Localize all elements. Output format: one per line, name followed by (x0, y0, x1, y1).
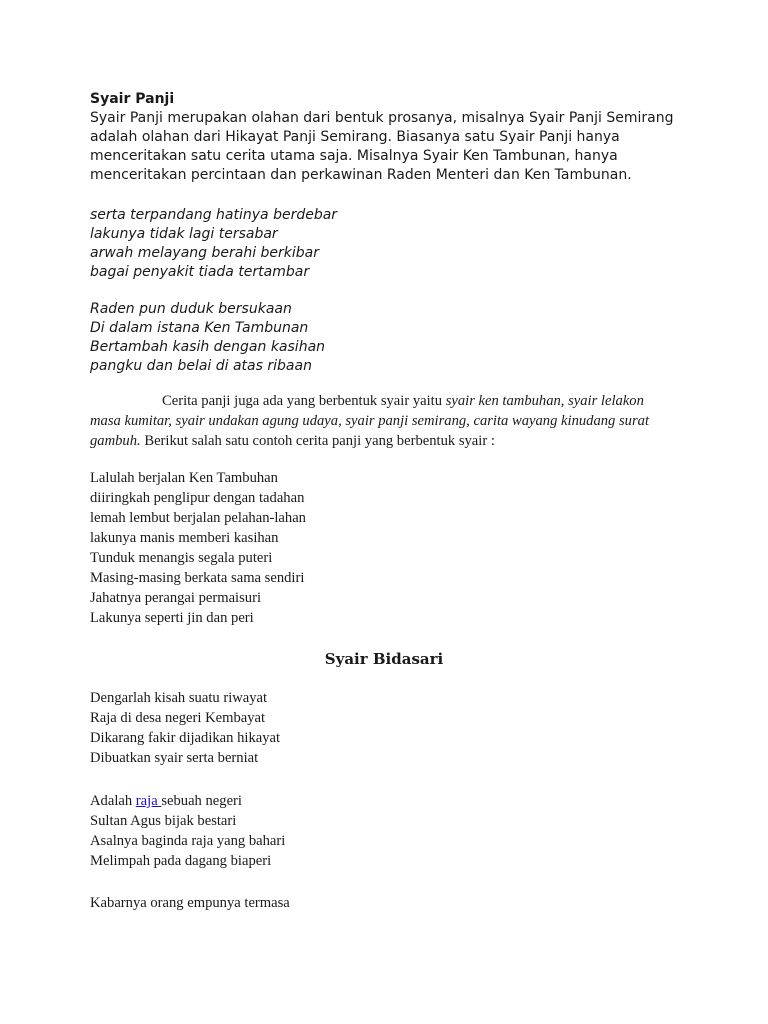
intro-italic-text: syair ken tambuhan, syair lelakon (445, 393, 644, 409)
intro-line-1 (90, 391, 700, 411)
verse-line: Dengarlah kisah suatu riwayat (90, 690, 268, 706)
verse-text: sebuah negeri (161, 793, 242, 809)
verse-line: Masing-masing berkata sama sendiri (90, 570, 305, 586)
paragraph-line: menceritakan satu cerita utama saja. Misalnya Syair Ken Tambunan, hanya (90, 148, 618, 164)
raja-link[interactable]: raja (135, 793, 162, 809)
stanza-1 (90, 206, 690, 282)
verse-line: diiringkah penglipur dengan tadahan (90, 490, 305, 506)
bidasari-stanza-3 (90, 893, 690, 913)
verse-line: Di dalam istana Ken Tambunan (90, 320, 309, 336)
paragraph-line: menceritakan percintaan dan perkawinan Raden Menteri dan Ken Tambunan. (90, 167, 632, 183)
intro-text: Berikut salah satu contoh cerita panji yang berbentuk syair : (140, 433, 495, 449)
bidasari-stanza-1 (90, 688, 690, 768)
intro-italic-text: gambuh. (90, 433, 141, 449)
verse-line: bagai penyakit tiada tertambar (90, 264, 310, 280)
intro-line-3 (90, 431, 700, 451)
verse-line: lemah lembut berjalan pelahan-lahan (90, 510, 306, 526)
verse-line: Bertambah kasih dengan kasihan (90, 339, 326, 355)
syair-panji-section (90, 90, 690, 185)
verse-line: Sultan Agus bijak bestari (90, 813, 237, 829)
verse-line: Dibuatkan syair serta berniat (90, 750, 259, 766)
intro-text: Cerita panji juga ada yang berbentuk syair yaitu (162, 393, 446, 409)
verse-text: Adalah (90, 793, 136, 809)
verse-line: Kabarnya orang empunya termasa (90, 895, 290, 911)
verse-line: lakunya tidak lagi tersabar (90, 226, 278, 242)
verse-line: Raden pun duduk bersukaan (90, 301, 292, 317)
verse-line: Tunduk menangis segala puteri (90, 550, 273, 566)
verse-line: Melimpah pada dagang biaperi (90, 853, 272, 869)
verse-line: Lalulah berjalan Ken Tambuhan (90, 470, 278, 486)
paragraph-line: adalah olahan dari Hikayat Panji Semirang. Biasanya satu Syair Panji hanya (90, 129, 620, 145)
verse-line: Asalnya baginda raja yang bahari (90, 833, 286, 849)
verse-line: Lakunya seperti jin dan peri (90, 610, 254, 626)
verse-line: pangku dan belai di atas ribaan (90, 358, 312, 374)
section-title: Syair Panji (90, 91, 175, 107)
verse-line: lakunya manis memberi kasihan (90, 530, 279, 546)
section-heading: Syair Bidasari (324, 650, 444, 668)
stanza-2 (90, 300, 690, 376)
verse-line (90, 791, 690, 811)
verse-line: Dikarang fakir dijadikan hikayat (90, 730, 281, 746)
panji-poem (90, 468, 690, 628)
intro-paragraph (90, 391, 700, 451)
intro-line-2: masa kumitar, syair undakan agung udaya, syair panji semirang, carita wayang kinudang surat (90, 413, 650, 429)
verse-line: Jahatnya perangai permaisuri (90, 590, 261, 606)
verse-line: serta terpandang hatinya berdebar (90, 207, 338, 223)
bidasari-stanza-2 (90, 791, 690, 871)
paragraph-line: Syair Panji merupakan olahan dari bentuk prosanya, misalnya Syair Panji Semirang (90, 110, 674, 126)
verse-line: Raja di desa negeri Kembayat (90, 710, 266, 726)
verse-line: arwah melayang berahi berkibar (90, 245, 320, 261)
